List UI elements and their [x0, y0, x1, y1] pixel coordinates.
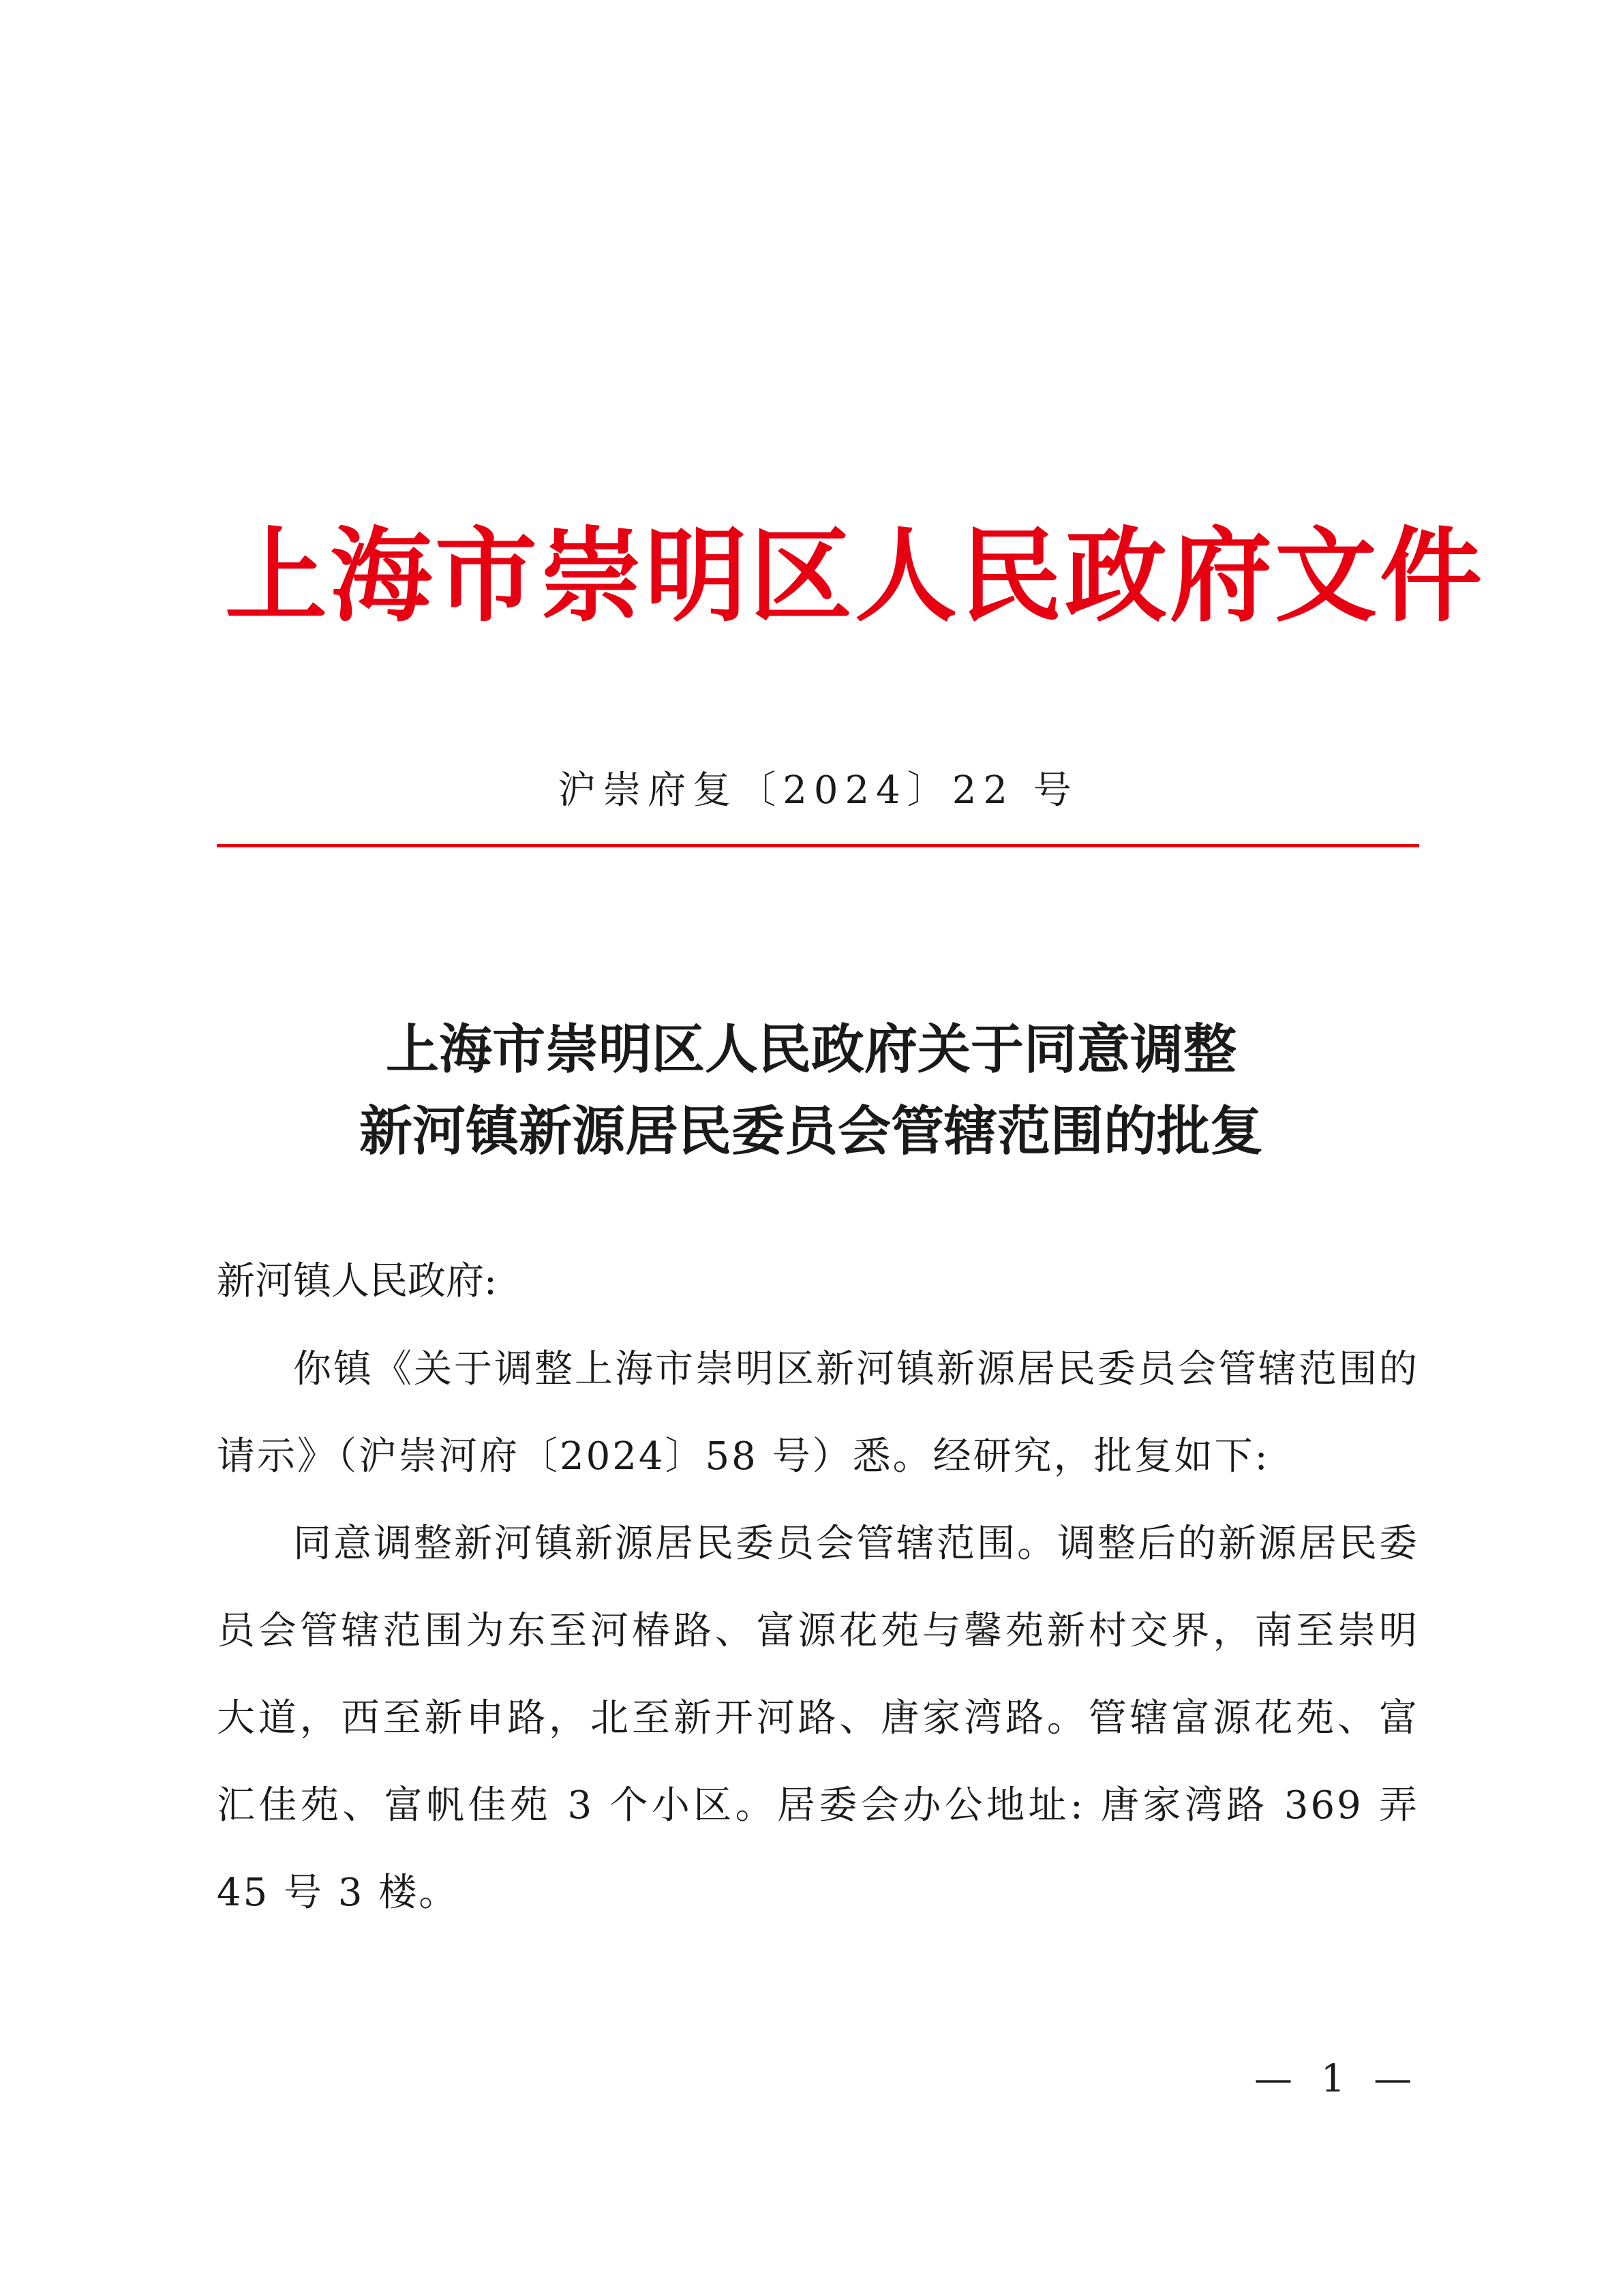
document-number: 沪崇府复〔2024〕22 号	[558, 768, 1078, 813]
document-title	[204, 1009, 1418, 1173]
paragraph-2: 同意调整新河镇新源居民委员会管辖范围。调整后的新源居民委员会管辖范围为东至河椿路、富源花苑与馨苑新村交界，南至崇明大道，西至新申路，北至新开河路、唐家湾路。管辖富源花苑、富汇佳苑、富帆佳苑 3 个小区。居委会办公地址: 唐家湾路 369 弄 45 号 3 楼。	[217, 1522, 1419, 1915]
body-text	[217, 1326, 1419, 1937]
title-line-1: 上海市崇明区人民政府关于同意调整	[385, 1018, 1237, 1081]
page-number: — 1 —	[1254, 2057, 1421, 2101]
red-divider	[217, 844, 1419, 847]
paragraph-1: 你镇《关于调整上海市崇明区新河镇新源居民委员会管辖范围的请示》（沪崇河府〔2024〕58 号）悉。经研究，批复如下:	[217, 1347, 1419, 1479]
masthead-title: 上海市崇明区人民政府文件	[225, 516, 1485, 636]
title-line-2: 新河镇新源居民委员会管辖范围的批复	[359, 1100, 1263, 1162]
salutation: 新河镇人民政府:	[217, 1259, 497, 1303]
